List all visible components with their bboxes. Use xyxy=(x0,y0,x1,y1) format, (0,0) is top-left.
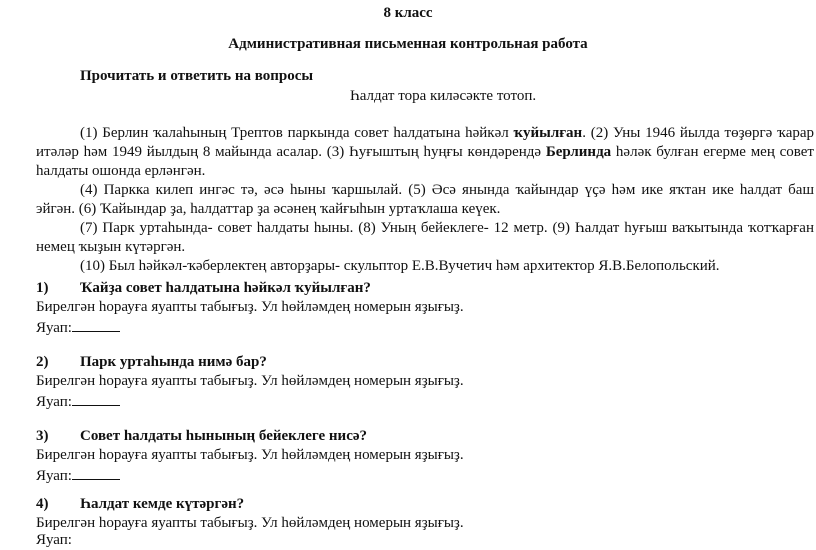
question-3-answer[interactable] xyxy=(36,465,120,486)
answer-blank[interactable] xyxy=(72,391,120,406)
answer-label: Яуап: xyxy=(36,468,72,484)
question-1-hint: Бирелгән һорауға яуапты табығыҙ. Ул һөйләмдең номерын яҙығыҙ. xyxy=(36,299,464,315)
paragraph-1 xyxy=(36,124,814,181)
question-4-answer[interactable] xyxy=(36,531,72,550)
answer-label: Яуап: xyxy=(36,320,72,336)
question-2-text: Парк уртаһында нимә бар? xyxy=(80,354,267,370)
question-4-number: 4) xyxy=(36,496,49,512)
answer-label: Яуап: xyxy=(36,532,72,548)
question-2-hint: Бирелгән һорауға яуапты табығыҙ. Ул һөйләмдең номерын яҙығыҙ. xyxy=(36,373,464,389)
question-4-hint: Бирелгән һорауға яуапты табығыҙ. Ул һөйләмдең номерын яҙығыҙ. xyxy=(36,515,464,531)
question-3-text: Совет һалдаты һынының бейеклеге нисә? xyxy=(80,428,368,444)
question-2-answer[interactable] xyxy=(36,391,120,412)
instruction: Прочитать и ответить на вопросы xyxy=(80,68,314,84)
text-segment: . (2) Уны 1946 йылда төҙөргә ҡарар итәләр һәм 1949 йылдың 8 майында асалар. (3) Һуғыштың һуңғы көндәрендә xyxy=(36,125,815,160)
question-1-text: Ҡайҙа совет һалдатына һәйкәл ҡуйылған? xyxy=(80,280,371,296)
answer-label: Яуап: xyxy=(36,394,72,410)
answer-blank[interactable] xyxy=(72,465,120,480)
paragraph-4: (10) Был һәйкәл-ҡәберлектең авторҙары- скульптор Е.В.Вучетич һәм архитектор Я.В.Белопольский. xyxy=(80,258,720,274)
paragraph-3: (7) Парк уртаһында- совет һалдаты һыны. (8) Уның бейеклеге- 12 метр. (9) Һалдат һуғыш ваҡытында ҡотҡарған немец ҡыҙын күтәргән. xyxy=(36,220,814,255)
question-3-hint: Бирелгән һорауға яуапты табығыҙ. Ул һөйләмдең номерын яҙығыҙ. xyxy=(36,447,464,463)
question-1-number: 1) xyxy=(36,280,49,296)
subinstruction: Һалдат тора киләсәкте тотоп. xyxy=(350,88,537,104)
reading-text xyxy=(36,124,814,276)
grade-heading: 8 класс xyxy=(383,5,433,21)
question-1-answer[interactable] xyxy=(36,317,120,338)
bold-segment: ҡуйылған xyxy=(513,125,583,141)
document-title: Административная письменная контрольная работа xyxy=(228,36,588,52)
question-2-number: 2) xyxy=(36,354,49,370)
bold-segment: Берлинда xyxy=(545,144,612,160)
text-segment: һәләк булған егерме мең совет һалдаты ошонда ерләнгән. xyxy=(36,144,814,179)
question-3-number: 3) xyxy=(36,428,49,444)
question-4-text: Һалдат кемде күтәргән? xyxy=(80,496,245,512)
answer-blank[interactable] xyxy=(72,317,120,332)
paragraph-2: (4) Паркка килеп ингәс тә, әсә һыны ҡаршылай. (5) Әсә янында ҡайындар үҫә һәм ике яҡтан ике һалдат баш эйгән. (6) Ҡайындар ҙа, һалдаттар ҙа әсәнең ҡайғыһын уртаҡлаша кеүек. xyxy=(36,182,814,217)
text-segment: (1) Берлин ҡалаһының Трептов паркында совет һалдатына һәйкәл xyxy=(80,125,514,141)
